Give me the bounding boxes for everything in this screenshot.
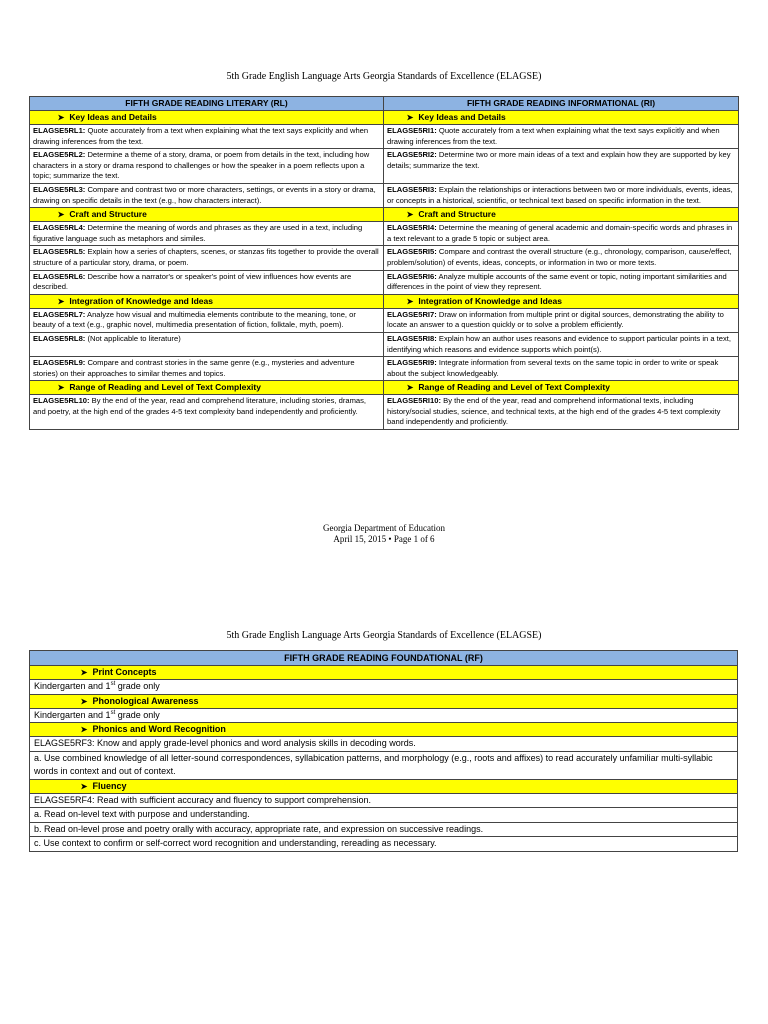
arrow-icon: ➤ (80, 696, 88, 706)
standard-code: ELAGSE5RI2: (387, 150, 437, 160)
standard-text: Describe how a narrator's or speaker's point of view influences how events are described. (33, 271, 352, 292)
k1-prefix: Kindergarten and 1 (34, 681, 111, 691)
standard-text: Compare and contrast the overall structure (e.g., chronology, comparison, cause/effect, problem/solution) of events, ideas, concepts, or information in two or more texts. (387, 247, 732, 267)
section-heading (384, 111, 739, 125)
standard-rf4a: a. Read on-level text with purpose and understanding. (30, 808, 738, 823)
k1-sup: st (110, 709, 116, 716)
standard-text: Determine the meaning of words and phrases as they are used in a text, including figurative language such as metaphors and similes. (33, 223, 363, 243)
arrow-icon: ➤ (80, 668, 88, 677)
standard-rf4b: b. Read on-level prose and poetry orally with accuracy, appropriate rate, and expression on successive readings. (30, 822, 738, 837)
standard-code: ELAGSE5RL2: (33, 150, 86, 160)
standard-ri (384, 270, 739, 294)
standard-code: ELAGSE5RL10: (33, 396, 90, 406)
standard-ri (384, 246, 739, 270)
section-label: Fluency (92, 780, 127, 791)
standard-code: ELAGSE5RL4: (33, 223, 86, 233)
standard-code: ELAGSE5RL1: (33, 126, 86, 135)
standard-ri (384, 222, 739, 246)
section-heading (30, 294, 384, 308)
section-print-concepts (30, 666, 738, 680)
standard-rf4: ELAGSE5RF4: Read with sufficient accuracy and fluency to support comprehension. (30, 793, 738, 808)
section-label: Integration of Knowledge and Ideas (69, 295, 213, 306)
standard-rl (30, 149, 384, 184)
standard-text: Explain how an author uses reasons and evidence to support particular points in a text, identifying which reasons and evidence supports which point(s). (387, 333, 732, 354)
footer-date-page: April 15, 2015 • Page 1 of 6 (333, 534, 435, 544)
arrow-icon: ➤ (80, 725, 88, 734)
standard-text: Quote accurately from a text when explaining what the text says explicitly and when drawing inferences from the text. (33, 126, 369, 146)
standard-rf3: ELAGSE5RF3: Know and apply grade-level phonics and word analysis skills in decoding words. (30, 737, 738, 752)
section-heading (384, 208, 739, 222)
standard-ri (384, 357, 739, 381)
standard-rl (30, 222, 384, 246)
section-label: Phonological Awareness (92, 695, 199, 706)
standard-code: ELAGSE5RL3: (33, 184, 86, 194)
standard-ri (384, 332, 739, 356)
standard-text: Explain the relationships or interactions between two or more individuals, events, ideas, or concepts in a historical, scientific, or technical text based on specific information in the text. (387, 184, 733, 205)
standard-code: ELAGSE5RL7: (33, 309, 86, 319)
arrow-icon: ➤ (57, 296, 65, 306)
standard-text: Analyze how visual and multimedia elements contribute to the meaning, tone, or beauty of a text (e.g., graphic novel, multimedia presentation of fiction, folktale, myth, poem). (33, 309, 356, 330)
arrow-icon: ➤ (57, 113, 65, 122)
arrow-icon: ➤ (406, 210, 414, 220)
page-title-2: 5th Grade English Language Arts Georgia Standards of Excellence (ELAGSE) (226, 630, 542, 641)
page-footer (0, 523, 768, 545)
standard-rf4c: c. Use context to confirm or self-correct word recognition and understanding, rereading as necessary. (30, 837, 738, 852)
standard-code: ELAGSE5RL6: (33, 271, 86, 281)
arrow-icon: ➤ (57, 210, 65, 220)
standard-text: Quote accurately from a text when explaining what the text says explicitly and when drawing inferences from the text. (387, 126, 720, 146)
standard-code: ELAGSE5RI6: (387, 271, 437, 281)
standard-text: Determine a theme of a story, drama, or poem from details in the text, including how characters in a story or drama respond to challenges or how the speaker in a poem reflects upon a topic; summarize the text. (33, 150, 370, 181)
standard-rl (30, 357, 384, 381)
standard-ri (384, 308, 739, 332)
standard-code: ELAGSE5RL9: (33, 358, 86, 368)
section-heading (30, 208, 384, 222)
arrow-icon: ➤ (406, 113, 414, 122)
standard-ri (384, 395, 739, 430)
k1-note (30, 708, 738, 723)
standard-code: ELAGSE5RL5: (33, 247, 86, 257)
arrow-icon: ➤ (57, 383, 65, 393)
footer-department: Georgia Department of Education (322, 523, 446, 533)
standard-text: Integrate information from several texts on the same topic in order to write or speak about the subject knowledgeably. (387, 358, 719, 378)
standard-code: ELAGSE5RI1: (387, 126, 437, 135)
section-label: Range of Reading and Level of Text Complexity (418, 382, 610, 393)
section-label: Craft and Structure (69, 209, 147, 220)
section-label: Key Ideas and Details (418, 112, 506, 122)
arrow-icon: ➤ (80, 781, 88, 791)
k1-note (30, 680, 738, 695)
rl-column-header: FIFTH GRADE READING LITERARY (RL) (30, 97, 384, 111)
section-heading (30, 111, 384, 125)
standard-rl (30, 246, 384, 270)
section-heading (384, 294, 739, 308)
standard-rl (30, 395, 384, 430)
standard-text: Explain how a series of chapters, scenes, or stanzas fits together to provide the overall structure of a particular story, drama, or poem. (33, 247, 379, 267)
standard-code: ELAGSE5RI3: (387, 184, 437, 194)
standard-ri (384, 183, 739, 207)
section-label: Key Ideas and Details (69, 112, 157, 122)
section-label: Phonics and Word Recognition (92, 724, 226, 734)
standard-text: Determine the meaning of general academic and domain-specific words and phrases in a text relevant to a grade 5 topic or subject area. (387, 223, 733, 243)
standard-text: Draw on information from multiple print or digital sources, demonstrating the ability to locate an answer to a question quickly or to solve a problem efficiently. (387, 309, 724, 330)
section-label: Integration of Knowledge and Ideas (418, 295, 562, 306)
standard-code: ELAGSE5RI9: (387, 358, 437, 368)
section-phonological (30, 694, 738, 708)
standard-code: ELAGSE5RI5: (387, 247, 437, 257)
standard-rl (30, 308, 384, 332)
standard-code: ELAGSE5RI8: (387, 333, 437, 343)
standard-text: Determine two or more main ideas of a text and explain how they are supported by key details; summarize the text. (387, 150, 731, 170)
section-label: Craft and Structure (418, 209, 496, 220)
standard-rl (30, 332, 384, 356)
standard-ri (384, 125, 739, 149)
standard-rl (30, 183, 384, 207)
standard-text: Compare and contrast stories in the same genre (e.g., mysteries and adventure stories) on their approaches to similar themes and topics. (33, 358, 355, 378)
k1-suffix: grade only (115, 709, 160, 720)
arrow-icon: ➤ (406, 383, 414, 393)
standard-text: Compare and contrast two or more characters, settings, or events in a story or drama, drawing on specific details in the text (e.g., how characters interact). (33, 184, 376, 205)
rf-header: FIFTH GRADE READING FOUNDATIONAL (RF) (30, 651, 738, 666)
ri-column-header: FIFTH GRADE READING INFORMATIONAL (RI) (384, 97, 739, 111)
arrow-icon: ➤ (406, 296, 414, 306)
section-label: Range of Reading and Level of Text Complexity (69, 382, 261, 393)
section-label: Print Concepts (92, 667, 157, 677)
standard-code: ELAGSE5RI4: (387, 223, 437, 233)
standard-ri (384, 149, 739, 184)
standard-code: ELAGSE5RL8: (33, 333, 86, 343)
standard-code: ELAGSE5RI10: (387, 396, 442, 406)
standard-text: By the end of the year, read and comprehend informational texts, including history/social studies, science, and technical texts, at the high end of the grades 4-5 text complexity band independently and proficiently. (387, 396, 721, 427)
standard-rl (30, 125, 384, 149)
page-title: 5th Grade English Language Arts Georgia Standards of Excellence (ELAGSE) (226, 71, 542, 82)
k1-prefix: Kindergarten and 1 (34, 709, 111, 720)
standard-text: (Not applicable to literature) (85, 333, 181, 343)
standard-rl (30, 270, 384, 294)
foundational-table (29, 650, 738, 852)
k1-suffix: grade only (115, 681, 160, 691)
standard-text: By the end of the year, read and comprehend literature, including stories, dramas, and poetry, at the high end of the grades 4-5 text complexity band independently and proficiently. (33, 396, 367, 416)
literary-informational-table (29, 96, 739, 430)
section-phonics (30, 723, 738, 737)
standard-rf3a: a. Use combined knowledge of all letter-sound correspondences, syllabication patterns, and morphology (e.g., roots and affixes) to read accurately unfamiliar multi-syllabic words in context and out of context. (30, 751, 738, 779)
standard-code: ELAGSE5RI7: (387, 309, 437, 319)
section-heading (30, 381, 384, 395)
section-fluency (30, 779, 738, 793)
k1-sup: st (110, 681, 116, 687)
section-heading (384, 381, 739, 395)
standard-text: Analyze multiple accounts of the same event or topic, noting important similarities and differences in the point of view they represent. (387, 271, 727, 292)
